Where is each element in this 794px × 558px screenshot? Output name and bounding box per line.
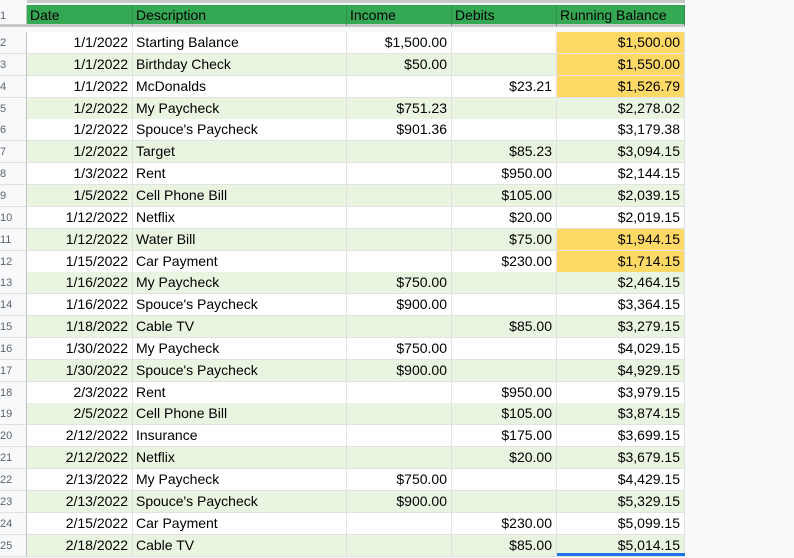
- date-cell[interactable]: 2/13/2022: [27, 491, 133, 513]
- table-row: [0, 163, 794, 185]
- debits-cell[interactable]: $105.00: [452, 403, 557, 425]
- income-cell[interactable]: $900.00: [347, 491, 452, 513]
- income-cell[interactable]: [347, 141, 452, 163]
- date-cell[interactable]: 1/12/2022: [27, 229, 133, 251]
- description-cell[interactable]: Rent: [133, 163, 347, 185]
- debits-cell[interactable]: $85.23: [452, 141, 557, 163]
- description-cell[interactable]: Netflix: [133, 207, 347, 229]
- running-balance-cell[interactable]: $3,679.15: [557, 447, 685, 469]
- income-cell[interactable]: [347, 403, 452, 425]
- income-cell[interactable]: [347, 447, 452, 469]
- description-cell[interactable]: Cable TV: [133, 535, 347, 557]
- row-number[interactable]: 24: [0, 513, 27, 535]
- income-cell[interactable]: $1,500.00: [347, 32, 452, 54]
- debits-cell[interactable]: $105.00: [452, 185, 557, 207]
- table-row: [0, 54, 794, 76]
- table-row: [0, 469, 794, 491]
- row-number[interactable]: 9: [0, 185, 27, 207]
- running-balance-cell[interactable]: $1,500.00: [557, 32, 685, 54]
- description-cell[interactable]: Netflix: [133, 447, 347, 469]
- income-cell[interactable]: [347, 229, 452, 251]
- running-balance-cell[interactable]: $1,550.00: [557, 54, 685, 76]
- date-cell[interactable]: 2/13/2022: [27, 469, 133, 491]
- description-cell[interactable]: Spouce's Paycheck: [133, 119, 347, 141]
- date-cell[interactable]: 1/1/2022: [27, 54, 133, 76]
- row-number[interactable]: 10: [0, 207, 27, 229]
- description-cell[interactable]: Rent: [133, 382, 347, 404]
- header-row: [0, 5, 794, 27]
- row-number[interactable]: 23: [0, 491, 27, 513]
- running-balance-cell[interactable]: $1,526.79: [557, 76, 685, 98]
- table-row: [0, 447, 794, 469]
- row-number[interactable]: 17: [0, 360, 27, 382]
- row-number[interactable]: 6: [0, 119, 27, 141]
- income-cell[interactable]: [347, 76, 452, 98]
- income-cell[interactable]: $50.00: [347, 54, 452, 76]
- date-cell[interactable]: 1/2/2022: [27, 119, 133, 141]
- running-balance-cell[interactable]: $3,094.15: [557, 141, 685, 163]
- row-number[interactable]: 21: [0, 447, 27, 469]
- description-cell[interactable]: My Paycheck: [133, 272, 347, 294]
- debits-cell[interactable]: $950.00: [452, 163, 557, 185]
- debits-cell[interactable]: [452, 360, 557, 382]
- date-cell[interactable]: 1/15/2022: [27, 251, 133, 273]
- date-cell[interactable]: 1/3/2022: [27, 163, 133, 185]
- row-number[interactable]: 7: [0, 141, 27, 163]
- income-cell[interactable]: [347, 425, 452, 447]
- table-row: [0, 98, 794, 120]
- income-cell[interactable]: $750.00: [347, 272, 452, 294]
- income-cell[interactable]: $900.00: [347, 294, 452, 316]
- table-row: [0, 32, 794, 54]
- debits-cell[interactable]: $85.00: [452, 535, 557, 557]
- description-cell[interactable]: Car Payment: [133, 513, 347, 535]
- table-row: [0, 119, 794, 141]
- row-number[interactable]: 16: [0, 338, 27, 360]
- income-cell[interactable]: [347, 207, 452, 229]
- table-row: [0, 425, 794, 447]
- row-number[interactable]: 8: [0, 163, 27, 185]
- empty-area: [685, 0, 794, 558]
- date-cell[interactable]: 2/12/2022: [27, 447, 133, 469]
- description-cell[interactable]: Cell Phone Bill: [133, 185, 347, 207]
- description-cell[interactable]: Birthday Check: [133, 54, 347, 76]
- date-cell[interactable]: 2/15/2022: [27, 513, 133, 535]
- header-description[interactable]: Description: [133, 5, 347, 27]
- description-cell[interactable]: My Paycheck: [133, 338, 347, 360]
- debits-cell[interactable]: [452, 32, 557, 54]
- date-cell[interactable]: 1/1/2022: [27, 32, 133, 54]
- debits-cell[interactable]: [452, 272, 557, 294]
- description-cell[interactable]: McDonalds: [133, 76, 347, 98]
- income-cell[interactable]: [347, 535, 452, 557]
- row-number[interactable]: 12: [0, 251, 27, 273]
- income-cell[interactable]: [347, 185, 452, 207]
- running-balance-cell[interactable]: $2,144.15: [557, 163, 685, 185]
- table-row: [0, 491, 794, 513]
- table-row: [0, 382, 794, 404]
- debits-cell[interactable]: $75.00: [452, 229, 557, 251]
- running-balance-cell[interactable]: $3,364.15: [557, 294, 685, 316]
- table-row: [0, 207, 794, 229]
- description-cell[interactable]: Starting Balance: [133, 32, 347, 54]
- debits-cell[interactable]: $20.00: [452, 447, 557, 469]
- income-cell[interactable]: [347, 382, 452, 404]
- debits-cell[interactable]: $85.00: [452, 316, 557, 338]
- debits-cell[interactable]: [452, 294, 557, 316]
- header-income[interactable]: Income: [347, 5, 452, 27]
- debits-cell[interactable]: [452, 338, 557, 360]
- running-balance-cell[interactable]: $5,329.15: [557, 491, 685, 513]
- description-cell[interactable]: Target: [133, 141, 347, 163]
- debits-cell[interactable]: [452, 54, 557, 76]
- description-cell[interactable]: Insurance: [133, 425, 347, 447]
- description-cell[interactable]: Spouce's Paycheck: [133, 360, 347, 382]
- running-balance-cell[interactable]: $5,099.15: [557, 513, 685, 535]
- table-row: [0, 360, 794, 382]
- frozen-divider: [27, 0, 685, 3]
- row-number[interactable]: 15: [0, 316, 27, 338]
- income-cell[interactable]: $750.00: [347, 338, 452, 360]
- description-cell[interactable]: Car Payment: [133, 251, 347, 273]
- row-number[interactable]: 22: [0, 469, 27, 491]
- income-cell[interactable]: [347, 513, 452, 535]
- income-cell[interactable]: $750.00: [347, 469, 452, 491]
- description-cell[interactable]: Cable TV: [133, 316, 347, 338]
- row-number[interactable]: 20: [0, 425, 27, 447]
- running-balance-cell[interactable]: $2,278.02: [557, 98, 685, 120]
- table-row: [0, 76, 794, 98]
- income-cell[interactable]: $900.00: [347, 360, 452, 382]
- date-cell[interactable]: 1/1/2022: [27, 76, 133, 98]
- row-number[interactable]: 19: [0, 403, 27, 425]
- row-number[interactable]: 5: [0, 98, 27, 120]
- debits-cell[interactable]: [452, 469, 557, 491]
- description-cell[interactable]: Water Bill: [133, 229, 347, 251]
- running-balance-cell[interactable]: $2,464.15: [557, 272, 685, 294]
- table-row: [0, 251, 794, 273]
- debits-cell[interactable]: $175.00: [452, 425, 557, 447]
- description-cell[interactable]: My Paycheck: [133, 469, 347, 491]
- table-row: [0, 316, 794, 338]
- debits-cell[interactable]: $230.00: [452, 251, 557, 273]
- header-running-balance[interactable]: Running Balance: [557, 5, 685, 27]
- date-cell[interactable]: 2/12/2022: [27, 425, 133, 447]
- income-cell[interactable]: [347, 163, 452, 185]
- date-cell[interactable]: 2/3/2022: [27, 382, 133, 404]
- running-balance-cell[interactable]: $4,929.15: [557, 360, 685, 382]
- table-row: [0, 141, 794, 163]
- row-number[interactable]: 11: [0, 229, 27, 251]
- running-balance-cell[interactable]: $1,714.15: [557, 251, 685, 273]
- running-balance-cell[interactable]: $1,944.15: [557, 229, 685, 251]
- income-cell[interactable]: [347, 316, 452, 338]
- running-balance-cell[interactable]: $4,029.15: [557, 338, 685, 360]
- debits-cell[interactable]: $230.00: [452, 513, 557, 535]
- table-row: [0, 272, 794, 294]
- description-cell[interactable]: Spouce's Paycheck: [133, 294, 347, 316]
- row-number[interactable]: 3: [0, 54, 27, 76]
- table-row: [0, 229, 794, 251]
- running-balance-cell[interactable]: $4,429.15: [557, 469, 685, 491]
- header-debits[interactable]: Debits: [452, 5, 557, 27]
- running-balance-cell[interactable]: $3,179.38: [557, 119, 685, 141]
- date-cell[interactable]: 1/2/2022: [27, 98, 133, 120]
- debits-cell[interactable]: $950.00: [452, 382, 557, 404]
- table-row: [0, 294, 794, 316]
- running-balance-cell[interactable]: $3,279.15: [557, 316, 685, 338]
- debits-cell[interactable]: [452, 119, 557, 141]
- debits-cell[interactable]: $20.00: [452, 207, 557, 229]
- row-number[interactable]: 18: [0, 382, 27, 404]
- date-cell[interactable]: 1/18/2022: [27, 316, 133, 338]
- debits-cell[interactable]: [452, 491, 557, 513]
- row-number[interactable]: 14: [0, 294, 27, 316]
- running-balance-cell[interactable]: $5,014.15: [557, 535, 685, 557]
- running-balance-cell[interactable]: $2,039.15: [557, 185, 685, 207]
- date-cell[interactable]: 1/5/2022: [27, 185, 133, 207]
- table-row: [0, 338, 794, 360]
- date-cell[interactable]: 1/16/2022: [27, 294, 133, 316]
- description-cell[interactable]: Spouce's Paycheck: [133, 491, 347, 513]
- table-row: [0, 185, 794, 207]
- date-cell[interactable]: 1/30/2022: [27, 338, 133, 360]
- income-cell[interactable]: $751.23: [347, 98, 452, 120]
- date-cell[interactable]: 1/30/2022: [27, 360, 133, 382]
- row-number[interactable]: 25: [0, 535, 27, 557]
- row-number[interactable]: 13: [0, 272, 27, 294]
- description-cell[interactable]: Cell Phone Bill: [133, 403, 347, 425]
- running-balance-cell[interactable]: $2,019.15: [557, 207, 685, 229]
- date-cell[interactable]: 1/2/2022: [27, 141, 133, 163]
- debits-cell[interactable]: $23.21: [452, 76, 557, 98]
- running-balance-cell[interactable]: $3,874.15: [557, 403, 685, 425]
- table-row: [0, 513, 794, 535]
- debits-cell[interactable]: [452, 98, 557, 120]
- income-cell[interactable]: [347, 251, 452, 273]
- cell-selection-indicator: [557, 553, 685, 556]
- income-cell[interactable]: $901.36: [347, 119, 452, 141]
- row-number[interactable]: 4: [0, 76, 27, 98]
- row-number[interactable]: 2: [0, 32, 27, 54]
- date-cell[interactable]: 2/5/2022: [27, 403, 133, 425]
- date-cell[interactable]: 1/16/2022: [27, 272, 133, 294]
- table-row: [0, 403, 794, 425]
- description-cell[interactable]: My Paycheck: [133, 98, 347, 120]
- date-cell[interactable]: 2/18/2022: [27, 535, 133, 557]
- header-date[interactable]: Date: [27, 5, 133, 27]
- running-balance-cell[interactable]: $3,699.15: [557, 425, 685, 447]
- row-number[interactable]: 1: [0, 5, 27, 27]
- date-cell[interactable]: 1/12/2022: [27, 207, 133, 229]
- running-balance-cell[interactable]: $3,979.15: [557, 382, 685, 404]
